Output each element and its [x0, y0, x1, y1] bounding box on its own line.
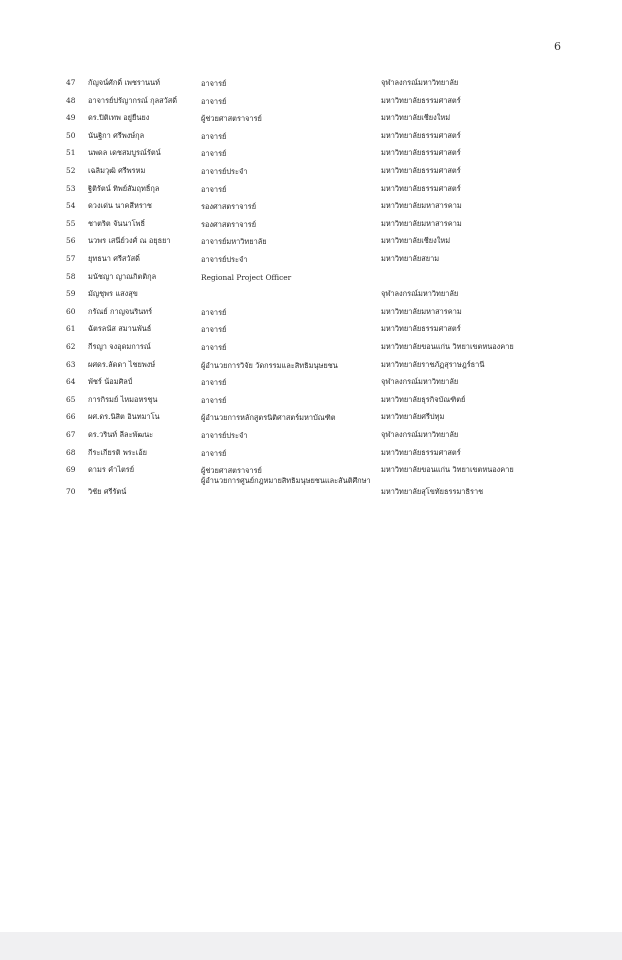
- participant-organization: จุฬาลงกรณ์มหาวิทยาลัย: [381, 289, 459, 299]
- participant-organization: มหาวิทยาลัยศรีปทุม: [381, 412, 445, 422]
- participant-position: อาจารย์: [201, 343, 227, 352]
- participant-position: อาจารย์: [201, 395, 227, 405]
- participant-organization: มหาวิทยาลัยมหาสารคาม: [381, 218, 462, 228]
- participant-position: อาจารย์: [201, 79, 227, 88]
- participant-name: ดามร คำไตรย์: [88, 465, 135, 475]
- participant-position: อาจารย์ประจำ: [201, 431, 248, 440]
- participant-position: ผู้อำนวยการวิจัย วัดกรรมและสิทธิมนุษยชน: [201, 360, 338, 370]
- participant-name: เฉลิมวุฒิ ศรีพรหม: [88, 166, 146, 175]
- participant-organization: จุฬาลงกรณ์มหาวิทยาลัย: [381, 78, 459, 87]
- participant-organization: จุฬาลงกรณ์มหาวิทยาลัย: [381, 430, 459, 439]
- participant-name: อาจารย์ปรัญากรณ์ กุลสวัสดิ์: [88, 95, 178, 105]
- participant-position: อาจารย์: [201, 96, 227, 106]
- participant-name: กีรญา จงอุดมการณ์: [88, 342, 151, 351]
- row-number: 56: [66, 236, 76, 246]
- participant-name: ยุทธนา ศรีสวัสดิ์: [88, 254, 140, 263]
- participant-name: ผศดร.ลัดดา ไชยพงษ์: [88, 359, 156, 369]
- participant-name: มนัชญา ญาณกิตติกุล: [88, 271, 157, 281]
- row-number: 67: [66, 430, 76, 439]
- participant-organization: มหาวิทยาลัยเชียงใหม่: [381, 236, 451, 246]
- row-number: 55: [66, 218, 76, 228]
- row-number: 61: [66, 324, 76, 334]
- participant-name: วิชัย ศรีรัตน์: [88, 486, 127, 496]
- participant-position: ผู้ช่วยศาสตราจารย์: [201, 114, 262, 124]
- row-number: 60: [66, 306, 76, 316]
- participant-organization: มหาวิทยาลัยสุโขทัยธรรมาธิราช: [381, 486, 484, 496]
- participant-position: อาจารย์: [201, 448, 227, 458]
- row-number: 57: [66, 254, 76, 263]
- participant-position: อาจารย์: [201, 149, 227, 159]
- participant-organization: มหาวิทยาลัยธรรมศาสตร์: [381, 166, 461, 175]
- row-number: 48: [66, 95, 76, 105]
- participant-name: ดวงเด่น นาคสีหราช: [88, 201, 152, 211]
- row-number: 50: [66, 130, 76, 140]
- participant-position: อาจารย์ประจำ: [201, 255, 248, 264]
- row-number: 70: [66, 486, 76, 496]
- participant-organization: มหาวิทยาลัยธุรกิจบัณฑิตย์: [381, 394, 466, 404]
- participant-name: ดร.ปิติเทพ อยู่ยืนยง: [88, 113, 150, 123]
- row-number: 63: [66, 359, 76, 369]
- page-number: 6: [554, 40, 561, 53]
- row-number: 66: [66, 412, 76, 422]
- viewer-background: [0, 932, 622, 960]
- participant-position: รองศาสตราจารย์: [201, 202, 257, 212]
- row-number: 53: [66, 183, 76, 193]
- row-number: 59: [66, 289, 76, 299]
- participant-name: ชาตริต จันนาโพธิ์: [88, 218, 146, 228]
- participant-organization: มหาวิทยาลัยธรรมศาสตร์: [381, 95, 461, 105]
- participant-organization: มหาวิทยาลัยธรรมศาสตร์: [381, 324, 461, 334]
- participant-name: พัชร์ น้อมศิลป์: [88, 377, 133, 387]
- participant-name: นันฐิกา ศรีพงษ์กุล: [88, 130, 145, 140]
- participant-organization: มหาวิทยาลัยเชียงใหม่: [381, 113, 451, 123]
- row-number: 68: [66, 447, 76, 457]
- participant-position: อาจารย์ประจำ: [201, 167, 248, 176]
- participant-name: นวพร เสนีย์วงศ์ ณ อยุธยา: [88, 236, 171, 246]
- participant-organization: มหาวิทยาลัยขอนแก่น วิทยาเขตหนองคาย: [381, 342, 514, 351]
- participant-position: อาจารย์: [201, 378, 227, 388]
- participant-organization: มหาวิทยาลัยธรรมศาสตร์: [381, 130, 461, 140]
- participant-name: ฐิติรัตน์ ทิพย์สัมฤทธิ์กุล: [88, 183, 160, 193]
- participant-organization: มหาวิทยาลัยขอนแก่น วิทยาเขตหนองคาย: [381, 465, 514, 475]
- row-number: 64: [66, 377, 76, 387]
- participant-name: การกิรมย์ ไหมอหรชุน: [88, 394, 158, 404]
- participant-organization: มหาวิทยาลัยราชภัฏสุราษฎร์ธานี: [381, 359, 485, 369]
- row-number: 65: [66, 394, 76, 404]
- participant-position: รองศาสตราจารย์: [201, 219, 257, 229]
- participant-organization: มหาวิทยาลัยมหาสารคาม: [381, 201, 462, 211]
- participant-position: อาจารย์มหาวิทยาลัย: [201, 237, 267, 247]
- participant-position: อาจารย์: [201, 307, 227, 317]
- row-number: 52: [66, 166, 76, 175]
- row-number: 47: [66, 78, 76, 87]
- participant-name: นพดล เดชสมบูรณ์รัตน์: [88, 148, 161, 158]
- participant-name: มัญชุพร แสงสุข: [88, 289, 138, 299]
- participant-organization: มหาวิทยาลัยธรรมศาสตร์: [381, 183, 461, 193]
- row-number: 54: [66, 201, 76, 211]
- participant-organization: มหาวิทยาลัยธรรมศาสตร์: [381, 447, 461, 457]
- row-number: 69: [66, 465, 76, 475]
- participant-organization: จุฬาลงกรณ์มหาวิทยาลัย: [381, 377, 459, 387]
- participant-position: อาจารย์: [201, 131, 227, 141]
- row-number: 51: [66, 148, 76, 158]
- participant-position: อาจารย์: [201, 184, 227, 194]
- participant-name: กัญจน์ศักดิ์ เพชรานนท์: [88, 78, 160, 87]
- row-number: 49: [66, 113, 76, 123]
- participant-name: กีระเกียรติ พระเอ้ย: [88, 447, 147, 457]
- participant-position: ผู้ช่วยศาสตราจารย์: [201, 466, 262, 476]
- participant-position: ผู้อำนวยการศูนย์กฎหมายสิทธิมนุษยชนและสันติศึกษา: [201, 475, 371, 485]
- participant-position: อาจารย์: [201, 325, 227, 335]
- participant-organization: มหาวิทยาลัยสยาม: [381, 254, 440, 263]
- participant-name: ฉัตรลนัส สมานพันธ์: [88, 324, 152, 334]
- row-number: 62: [66, 342, 76, 351]
- participant-organization: มหาวิทยาลัยมหาสารคาม: [381, 306, 462, 316]
- participant-position: ผู้อำนวยการหลักสูตรนิติศาสตร์มหาบัณฑิต: [201, 413, 336, 423]
- participant-position: Regional Project Officer: [201, 272, 292, 282]
- participant-name: กรัณย์ กาญจนรินทร์: [88, 306, 153, 316]
- participant-name: ผศ.ดร.นิสิต อินทมาโน: [88, 412, 160, 422]
- participant-organization: มหาวิทยาลัยธรรมศาสตร์: [381, 148, 461, 158]
- participant-name: ดร.วรินท์ ลีละพัฒนะ: [88, 430, 154, 439]
- row-number: 58: [66, 271, 76, 281]
